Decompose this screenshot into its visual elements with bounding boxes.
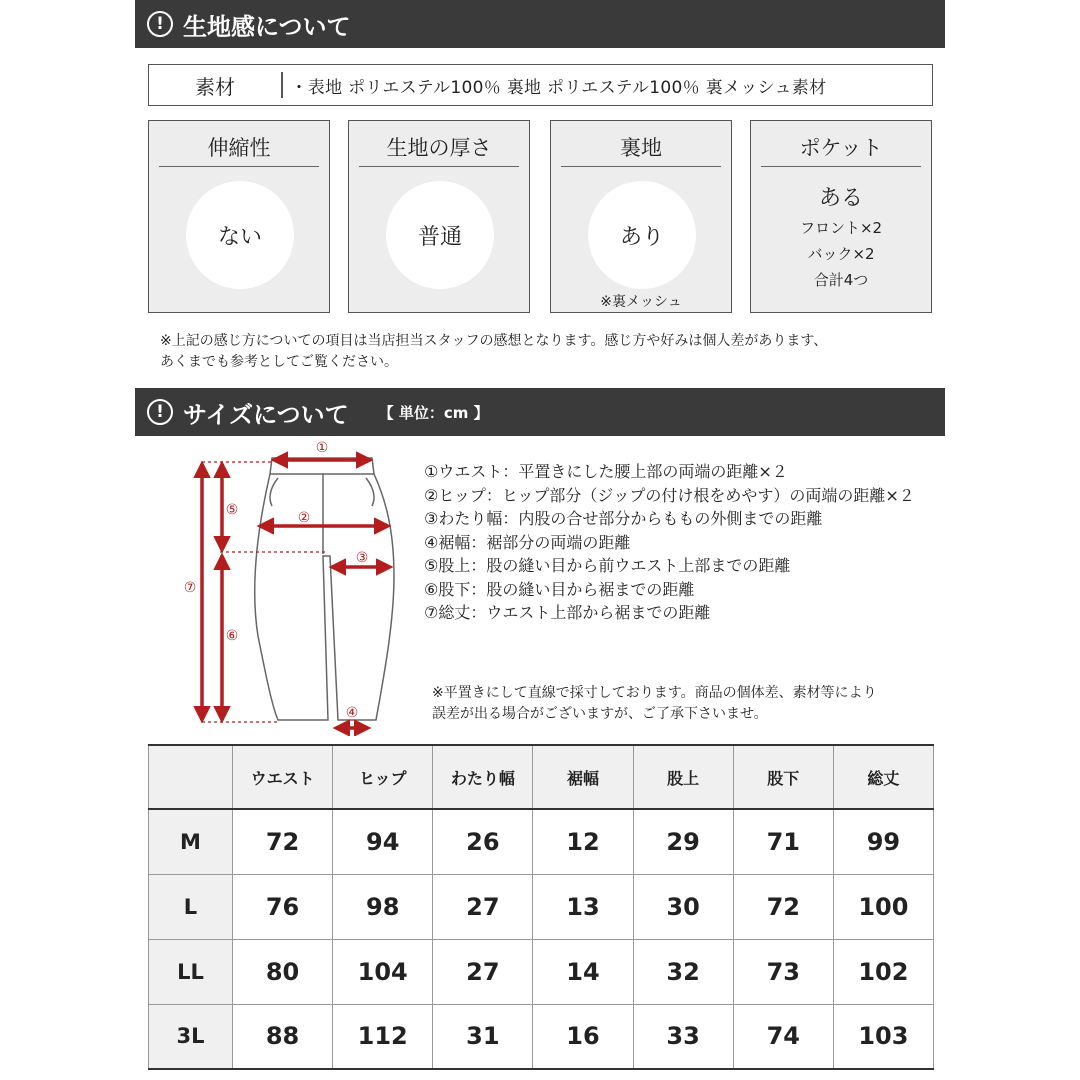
pocket-box xyxy=(750,120,932,313)
table-header-row xyxy=(149,745,934,809)
pocket-total: 合計4つ xyxy=(813,271,869,289)
legend-item-hem: ④裾幅：裾部分の両端の距離 xyxy=(424,532,631,552)
disclaimer-line: あくまでも参考としてご覧ください。 xyxy=(160,354,398,370)
diagram-label-7: ⑦ xyxy=(183,580,197,596)
legend-item-inseam: ⑥股下：股の縫い目から裾までの距離 xyxy=(424,579,695,599)
table-cell: 112 xyxy=(333,1004,433,1069)
diagram-label-1: ① xyxy=(315,440,329,456)
table-cell: 72 xyxy=(733,874,833,939)
diagram-label-4: ④ xyxy=(345,705,359,721)
table-cell: 14 xyxy=(533,939,633,1004)
table-row xyxy=(149,1004,934,1069)
lining-value: あり xyxy=(588,181,696,289)
fabric-section-header xyxy=(135,0,945,48)
table-row xyxy=(149,809,934,874)
size-section-title: サイズについて xyxy=(183,400,349,429)
diagram-label-6: ⑥ xyxy=(225,628,239,644)
table-cell: 74 xyxy=(733,1004,833,1069)
size-section-header xyxy=(135,388,945,436)
stretch-title: 伸縮性 xyxy=(159,133,319,167)
table-cell: 80 xyxy=(233,939,333,1004)
table-header-cell: ウエスト xyxy=(233,745,333,809)
table-cell: 100 xyxy=(833,874,933,939)
table-row xyxy=(149,874,934,939)
table-cell: 31 xyxy=(433,1004,533,1069)
table-header-cell: わたり幅 xyxy=(433,745,533,809)
table-cell: 72 xyxy=(233,809,333,874)
pants-outline xyxy=(255,458,394,720)
lining-box xyxy=(550,120,732,313)
table-cell: 94 xyxy=(333,809,433,874)
lining-title: 裏地 xyxy=(561,133,721,167)
pocket-value: ある xyxy=(818,186,863,211)
table-cell: 33 xyxy=(633,1004,733,1069)
pants-measurement-diagram xyxy=(180,436,420,736)
size-label: LL xyxy=(149,939,233,1004)
table-cell: 27 xyxy=(433,939,533,1004)
legend-item-thigh: ③わたり幅：内股の合せ部分からももの外側までの距離 xyxy=(424,509,823,528)
table-cell: 104 xyxy=(333,939,433,1004)
material-row xyxy=(148,64,933,106)
legend-item-waist: ①ウエスト：平置きにした腰上部の両端の距離×２ xyxy=(424,462,788,481)
table-cell: 29 xyxy=(633,809,733,874)
table-cell: 102 xyxy=(833,939,933,1004)
disclaimer-line: ※上記の感じ方についての項目は当店担当スタッフの感想となります。感じ方や好みは個人差があります、 xyxy=(160,333,828,349)
fabric-section-title: 生地感について xyxy=(183,12,351,41)
thickness-box xyxy=(348,120,530,313)
table-cell: 30 xyxy=(633,874,733,939)
table-cell: 71 xyxy=(733,809,833,874)
measurement-legend xyxy=(424,460,944,625)
material-value: ・表地 ポリエステル100％ 裏地 ポリエステル100％ 裏メッシュ素材 xyxy=(290,77,827,98)
size-label: 3L xyxy=(149,1004,233,1069)
diagram-label-5: ⑤ xyxy=(225,502,239,518)
table-header-cell: 股上 xyxy=(633,745,733,809)
unit-label: 【 単位：cm 】 xyxy=(378,403,489,422)
table-cell: 99 xyxy=(833,809,933,874)
table-header-cell: 股下 xyxy=(733,745,833,809)
table-cell: 26 xyxy=(433,809,533,874)
table-cell: 16 xyxy=(533,1004,633,1069)
pocket-front: フロント×2 xyxy=(799,219,883,237)
note-line: 誤差が出る場合がございますが、ご了承下さいませ。 xyxy=(432,706,768,722)
table-cell: 12 xyxy=(533,809,633,874)
table-header-cell xyxy=(149,745,233,809)
exclamation-circle-icon: ! xyxy=(147,399,173,425)
lining-note: ※裏メッシュ xyxy=(600,294,682,310)
size-label: L xyxy=(149,874,233,939)
note-line: ※平置きにして直線で採寸しております。商品の個体差、素材等により xyxy=(432,685,877,701)
table-header-cell: ヒップ xyxy=(333,745,433,809)
stretch-value: ない xyxy=(186,181,294,289)
table-cell: 88 xyxy=(233,1004,333,1069)
material-label: 素材 xyxy=(195,74,235,99)
table-cell: 98 xyxy=(333,874,433,939)
diagram-label-3: ③ xyxy=(355,550,369,566)
measure-arrows xyxy=(202,460,390,728)
table-cell: 103 xyxy=(833,1004,933,1069)
table-cell: 13 xyxy=(533,874,633,939)
thickness-title: 生地の厚さ xyxy=(359,133,519,167)
table-row xyxy=(149,939,934,1004)
table-header-cell: 裾幅 xyxy=(533,745,633,809)
table-cell: 73 xyxy=(733,939,833,1004)
measurement-note xyxy=(432,683,942,725)
legend-item-length: ⑦総丈：ウエスト上部から裾までの距離 xyxy=(424,603,711,622)
exclamation-circle-icon: ! xyxy=(147,11,173,37)
pocket-back: バック×2 xyxy=(807,245,875,263)
diagram-label-2: ② xyxy=(297,510,311,526)
thickness-value: 普通 xyxy=(386,181,494,289)
table-cell: 76 xyxy=(233,874,333,939)
fabric-disclaimer xyxy=(160,331,940,373)
legend-item-hip: ②ヒップ：ヒップ部分（ジップの付け根をめやす）の両端の距離×２ xyxy=(424,485,915,505)
size-label: M xyxy=(149,809,233,874)
table-cell: 32 xyxy=(633,939,733,1004)
table-header-cell: 総丈 xyxy=(833,745,933,809)
size-table xyxy=(148,744,934,1070)
stretch-box xyxy=(148,120,330,313)
pocket-title: ポケット xyxy=(761,133,921,167)
legend-item-rise: ⑤股上：股の縫い目から前ウエスト上部までの距離 xyxy=(424,556,791,575)
table-cell: 27 xyxy=(433,874,533,939)
